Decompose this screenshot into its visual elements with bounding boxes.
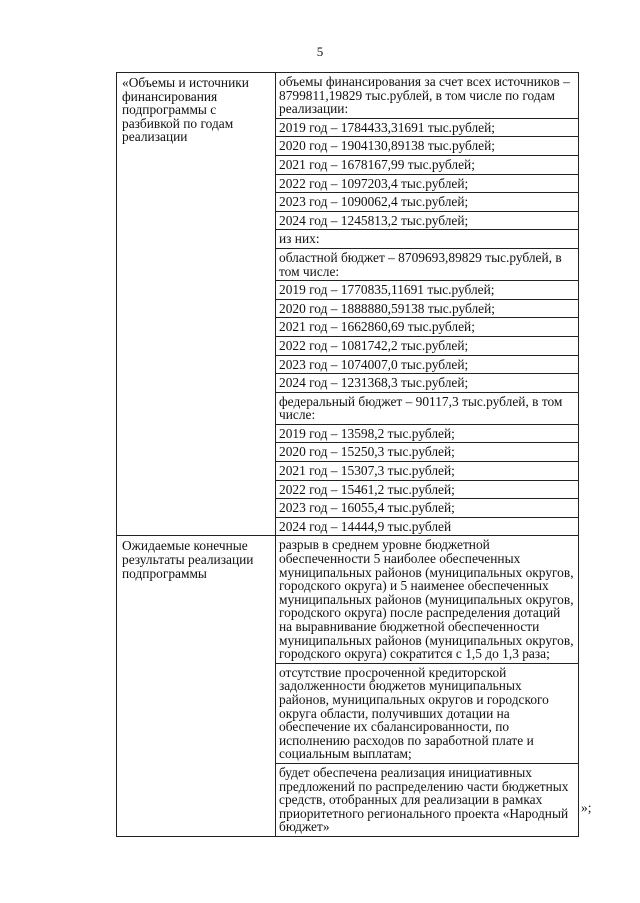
value-paragraph: 2021 год – 15307,3 тыс.рублей;	[276, 462, 578, 481]
value-paragraph: федеральный бюджет – 90117,3 тыс.рублей, в том числе:	[276, 393, 578, 425]
row-label: Ожидаемые конечные результаты реализации подпрограммы	[122, 538, 254, 581]
closing-quote-mark: »;	[581, 800, 592, 815]
table-row	[117, 73, 579, 536]
row-label: «Объемы и источники финансирования подпрограммы с разбивкой по годам реализации	[122, 75, 249, 145]
subprogram-passport-table	[116, 72, 579, 837]
value-paragraph: объемы финансирования за счет всех источников – 8799811,19829 тыс.рублей, в том числе по годам реализации:	[276, 73, 578, 119]
value-paragraph: 2023 год – 16055,4 тыс.рублей;	[276, 499, 578, 518]
value-paragraph: 2022 год – 15461,2 тыс.рублей;	[276, 481, 578, 500]
value-paragraph: 2024 год – 1245813,2 тыс.рублей;	[276, 212, 578, 231]
value-paragraph: 2024 год – 14444,9 тыс.рублей	[279, 518, 452, 534]
page-number: 5	[316, 44, 324, 59]
value-paragraph: 2019 год – 1784433,31691 тыс.рублей;	[276, 119, 578, 138]
value-paragraph: 2023 год – 1090062,4 тыс.рублей;	[276, 193, 578, 212]
value-paragraph: 2023 год – 1074007,0 тыс.рублей;	[276, 356, 578, 375]
row-label-cell	[117, 73, 276, 536]
value-paragraph: 2020 год – 1888880,59138 тыс.рублей;	[276, 300, 578, 319]
value-paragraph: 2019 год – 13598,2 тыс.рублей;	[276, 425, 578, 444]
value-paragraph: 2021 год – 1662860,69 тыс.рублей;	[276, 318, 578, 337]
value-paragraph: 2020 год – 1904130,89138 тыс.рублей;	[276, 137, 578, 156]
value-paragraph: 2022 год – 1097203,4 тыс.рублей;	[276, 175, 578, 194]
row-label-cell	[117, 536, 276, 836]
value-paragraph: областной бюджет – 8709693,89829 тыс.рублей, в том числе:	[276, 249, 578, 281]
value-paragraph: 2022 год – 1081742,2 тыс.рублей;	[276, 337, 578, 356]
value-paragraph: из них:	[276, 230, 578, 249]
value-paragraph: отсутствие просроченной кредиторской задолженности бюджетов муниципальных районов, муниципальных округов и городского округа области, получивших дотации на обеспечение их сбалансированности, по исполнению расходов по заработной плате и социальным выплатам;	[276, 664, 578, 764]
table-body	[117, 73, 579, 837]
row-value-cell	[276, 73, 579, 536]
row-value-cell	[276, 536, 579, 836]
value-paragraph: 2019 год – 1770835,11691 тыс.рублей;	[276, 281, 578, 300]
value-paragraph: будет обеспечена реализация инициативных предложений по распределению части бюджетных средств, отобранных для реализации в рамках приоритетного регионального проекта «Народный бюджет»	[279, 764, 569, 835]
value-paragraph: 2024 год – 1231368,3 тыс.рублей;	[276, 374, 578, 393]
value-paragraph: 2020 год – 15250,3 тыс.рублей;	[276, 443, 578, 462]
table-row	[117, 536, 579, 836]
value-paragraph: разрыв в среднем уровне бюджетной обеспеченности 5 наиболее обеспеченных муниципальных районов (муниципальных округов, городского округа) и 5 наименее обеспеченных муниципальных районов (муниципальных округов, городского округа) после распределения дотаций на выравнивание бюджетной обеспеченности муниципальных районов (муниципальных округов, городского округа) сократится с 1,5 до 1,3 раза;	[276, 536, 578, 663]
value-paragraph: 2021 год – 1678167,99 тыс.рублей;	[276, 156, 578, 175]
